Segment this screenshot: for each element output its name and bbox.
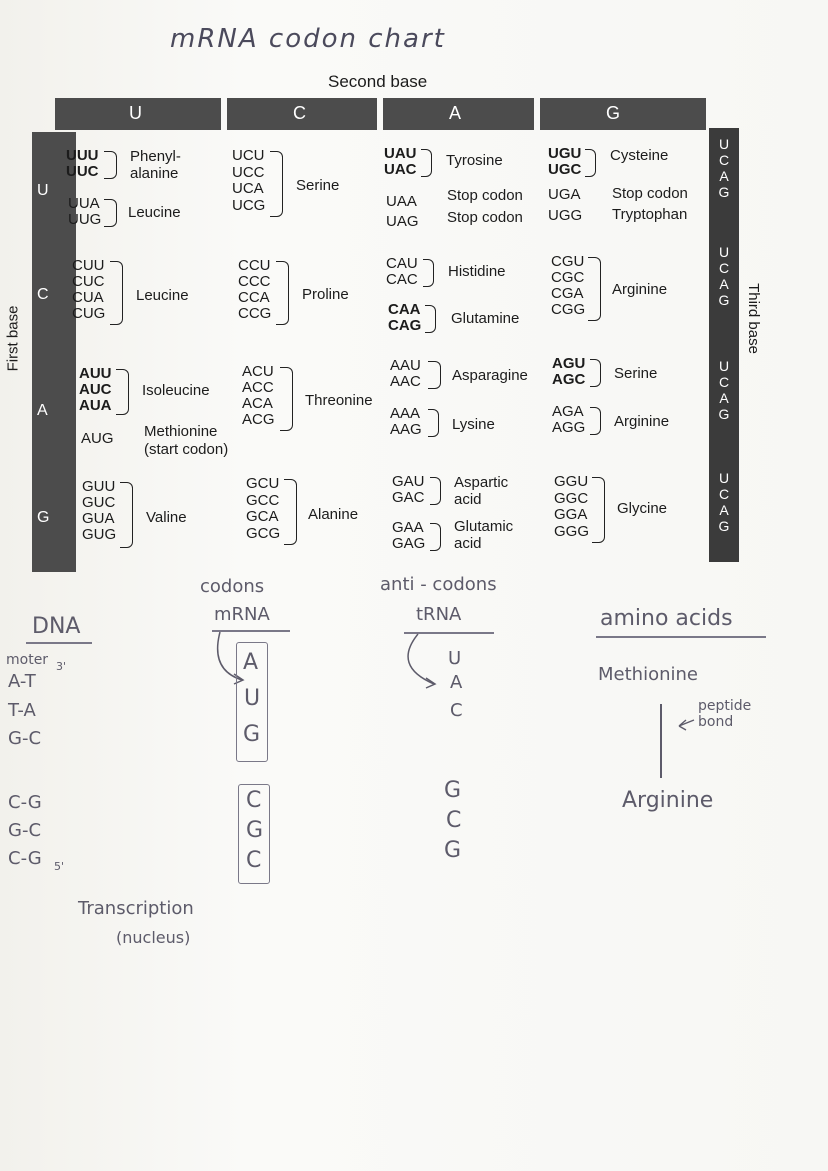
amino-acid: Arginine: [612, 281, 668, 298]
third-base-letter: G: [718, 518, 730, 534]
codon: AAU: [390, 357, 421, 374]
amino-acid: Alanine: [308, 506, 359, 523]
codon-group: [551, 254, 585, 318]
dna-label: DNA: [32, 614, 81, 639]
amino-acid: Lysine: [452, 416, 495, 433]
dna-pair: C-G: [8, 848, 42, 869]
codon: AUU: [79, 365, 112, 382]
amino-acid: Proline: [302, 286, 349, 303]
brace: [104, 151, 117, 179]
trna-label: tRNA: [416, 604, 462, 625]
third-base-letter: U: [718, 244, 730, 260]
base: C: [246, 788, 262, 813]
codon: CGC: [551, 269, 585, 286]
codon: CUG: [72, 305, 106, 322]
codon: UUA: [68, 195, 100, 212]
row-letter: A: [37, 402, 48, 419]
third-base-letters: [709, 470, 739, 534]
codon: CUU: [72, 257, 105, 274]
codon: CAG: [388, 316, 422, 334]
codon: GAU: [392, 473, 425, 490]
amino-acids-label: amino acids: [600, 606, 733, 631]
codon: GUG: [82, 526, 117, 543]
third-base-letter: C: [718, 486, 730, 502]
codon: AGC: [552, 370, 586, 388]
third-base-letter: A: [719, 276, 729, 292]
dna-pair: T-A: [8, 700, 36, 721]
codon: GGC: [554, 489, 589, 507]
base: U: [448, 648, 462, 669]
third-base-letters: [709, 136, 739, 200]
codon-group: [552, 356, 585, 387]
third-base-letter: U: [718, 358, 730, 374]
codon-group: [386, 256, 418, 287]
brace: [276, 261, 289, 325]
codon-group: [554, 474, 589, 540]
codon: GCU: [246, 475, 280, 492]
codon: ACC: [242, 379, 274, 396]
brace: [284, 479, 297, 545]
codon-group: [388, 302, 421, 333]
codon-group: [232, 148, 265, 214]
stop-codon: UAG: [386, 213, 419, 230]
brace: [110, 261, 123, 325]
mrna-label: mRNA: [214, 604, 270, 625]
header-letter: G: [606, 103, 621, 123]
arrow-icon: [390, 632, 450, 692]
stop-label: Stop codon: [447, 209, 523, 226]
codon-group: [390, 358, 421, 389]
dna-pair: G-C: [8, 728, 42, 749]
codon: CGU: [551, 253, 585, 270]
header-letter: U: [129, 103, 142, 123]
codon: UAU: [384, 145, 417, 162]
codon: CCG: [238, 305, 272, 322]
codon: GGA: [554, 506, 588, 523]
codon-group: [82, 479, 116, 543]
codon: GUU: [82, 478, 116, 495]
brace: [270, 151, 283, 217]
brace: [116, 369, 129, 415]
codon: AAA: [390, 405, 421, 422]
third-base-label: Third base: [744, 283, 762, 354]
amino-acid: Asparagine: [452, 367, 528, 384]
start-codon-note: (start codon): [144, 441, 229, 458]
base: C: [246, 848, 262, 873]
stop-label: Stop codon: [612, 185, 688, 202]
third-base-letter: G: [718, 406, 730, 422]
codon-group: [242, 364, 275, 428]
codon: AGA: [552, 403, 584, 420]
brace: [421, 149, 432, 177]
codon: AAG: [390, 420, 422, 438]
codon: UCU: [232, 147, 265, 164]
codon: ACU: [242, 363, 274, 380]
base: G: [444, 778, 462, 803]
third-base-letter: A: [719, 502, 729, 518]
brace: [590, 407, 601, 435]
codons-label: codons: [200, 576, 265, 597]
third-base-letters: [709, 358, 739, 422]
codon: GAG: [392, 534, 426, 552]
amino-acid: Leucine: [136, 287, 189, 304]
row-letter: U: [37, 182, 49, 199]
codon: UCG: [232, 196, 266, 214]
brace: [423, 259, 434, 287]
base: C: [446, 808, 462, 833]
amino-acid: Arginine: [614, 413, 670, 430]
codon: AUG: [81, 430, 114, 447]
codon: AUA: [79, 397, 112, 414]
anticodons-label: anti - codons: [380, 574, 497, 595]
amino-acid: Valine: [146, 509, 187, 526]
amino-acid: Isoleucine: [142, 382, 210, 399]
codon: GAC: [392, 488, 425, 506]
codon: CAU: [386, 255, 418, 272]
dna-pair: A-T: [8, 671, 36, 692]
codon-group: [72, 258, 105, 322]
codon-group: [66, 148, 99, 179]
stop-codon: UGA: [548, 186, 581, 203]
dna-pair: C-G: [8, 792, 42, 813]
second-base-label: Second base: [328, 72, 428, 91]
codon: ACG: [242, 411, 275, 428]
codon: ACA: [242, 395, 273, 412]
peptide-bond-line: [660, 704, 662, 778]
third-base-letter: C: [718, 260, 730, 276]
header-col-g: [540, 98, 706, 130]
codon: CUC: [72, 273, 105, 290]
codon: GCG: [246, 524, 281, 542]
brace: [428, 409, 439, 437]
codon: GUC: [82, 494, 116, 511]
header-col-c: [227, 98, 377, 130]
brace: [280, 367, 293, 431]
arrow-icon: [676, 716, 696, 732]
amino-acid: Cysteine: [610, 147, 669, 164]
amino-acid: Serine: [614, 365, 658, 382]
brace: [425, 305, 436, 333]
amino-acid-arginine: Arginine: [622, 788, 714, 813]
third-base-letter: G: [718, 292, 730, 308]
codon: UUG: [68, 210, 102, 228]
codon-group: [68, 196, 101, 227]
codon: GAA: [392, 519, 424, 536]
brace: [592, 477, 605, 543]
base: G: [444, 838, 462, 863]
codon: UAC: [384, 160, 417, 178]
amino-acid-methionine: Methionine: [598, 664, 698, 685]
amino-acid: Aspartic acid: [454, 474, 509, 508]
moter-label: moter: [6, 652, 49, 668]
header-letter: A: [449, 103, 462, 123]
base: G: [246, 818, 264, 843]
transcription-label: Transcription: [78, 898, 194, 919]
codon-group: [79, 366, 112, 414]
brace: [430, 523, 441, 551]
codon: CCU: [238, 257, 271, 274]
codon: UCA: [232, 180, 264, 197]
base: U: [244, 686, 261, 711]
codon: CAA: [388, 301, 421, 318]
amino-acid: Glutamine: [451, 310, 520, 327]
codon: GUA: [82, 510, 115, 527]
base: G: [243, 722, 261, 747]
stop-label: Stop codon: [447, 187, 523, 204]
amino-acid: Serine: [296, 177, 340, 194]
codon-group: [392, 474, 425, 505]
stop-codon: UAA: [386, 193, 417, 210]
peptide-bond-note: peptide bond: [698, 698, 752, 730]
base: C: [450, 700, 463, 721]
header-col-a: [383, 98, 534, 130]
codon: AGG: [552, 418, 586, 436]
amino-acid: Tyrosine: [446, 152, 503, 169]
brace: [430, 477, 441, 505]
header-col-u: [55, 98, 221, 130]
amino-acid: Glycine: [617, 500, 668, 517]
amino-acid: Histidine: [448, 263, 506, 280]
amino-acid: Phenyl- alanine: [130, 148, 181, 182]
codon-group: [548, 146, 581, 177]
row-letter: G: [37, 509, 50, 526]
codon: CUA: [72, 289, 104, 306]
amino-acid: Leucine: [128, 204, 181, 221]
codon: UUC: [66, 162, 99, 180]
row-letter: C: [37, 286, 49, 303]
codon-group: [246, 476, 280, 542]
brace: [104, 199, 117, 227]
third-base-letter: U: [718, 470, 730, 486]
codon: AAC: [390, 372, 421, 390]
base: A: [243, 650, 259, 675]
amino-acid: Glutamic acid: [454, 518, 514, 552]
third-base-letter: G: [718, 184, 730, 200]
amino-acid: Methionine: [144, 423, 218, 440]
codon: UGC: [548, 160, 582, 178]
nucleus-label: (nucleus): [116, 928, 191, 947]
base: A: [450, 672, 463, 693]
codon: UUU: [66, 147, 99, 164]
dna-pair: G-C: [8, 820, 42, 841]
codon: GGU: [554, 473, 589, 490]
codon: UCC: [232, 163, 265, 181]
prime-5: 5': [54, 860, 65, 873]
third-base-letter: A: [719, 168, 729, 184]
first-base-label: First base: [4, 305, 22, 372]
header-letter: C: [293, 103, 306, 123]
stop-codon: UGG: [548, 207, 583, 224]
codon: CCA: [238, 289, 270, 306]
underline: [596, 636, 766, 638]
codon: AGU: [552, 355, 586, 372]
underline: [26, 642, 92, 644]
third-base-letter: C: [718, 152, 730, 168]
codon: GGG: [554, 522, 590, 540]
codon: CGG: [551, 301, 586, 318]
third-base-letter: U: [718, 136, 730, 152]
brace: [585, 149, 596, 177]
brace: [428, 361, 441, 389]
codon-group: [392, 520, 425, 551]
codon: CCC: [238, 273, 271, 290]
codon: AUC: [79, 381, 112, 398]
brace: [588, 257, 601, 321]
stop-label: Tryptophan: [612, 206, 688, 223]
page-title: mRNA codon chart: [170, 24, 446, 54]
codon: CGA: [551, 285, 584, 302]
third-base-letters: [709, 244, 739, 308]
amino-acid: Threonine: [305, 392, 373, 409]
codon: CAC: [386, 270, 418, 288]
codon: UGU: [548, 145, 582, 162]
codon: GCC: [246, 491, 280, 509]
codon: GCA: [246, 508, 279, 525]
brace: [120, 482, 133, 548]
codon-group: [238, 258, 271, 322]
brace: [590, 359, 601, 387]
prime-3: 3': [56, 660, 67, 673]
codon-group: [384, 146, 417, 177]
third-base-letter: C: [718, 374, 730, 390]
codon-group: [552, 404, 585, 435]
codon-group: [390, 406, 422, 437]
third-base-letter: A: [719, 390, 729, 406]
